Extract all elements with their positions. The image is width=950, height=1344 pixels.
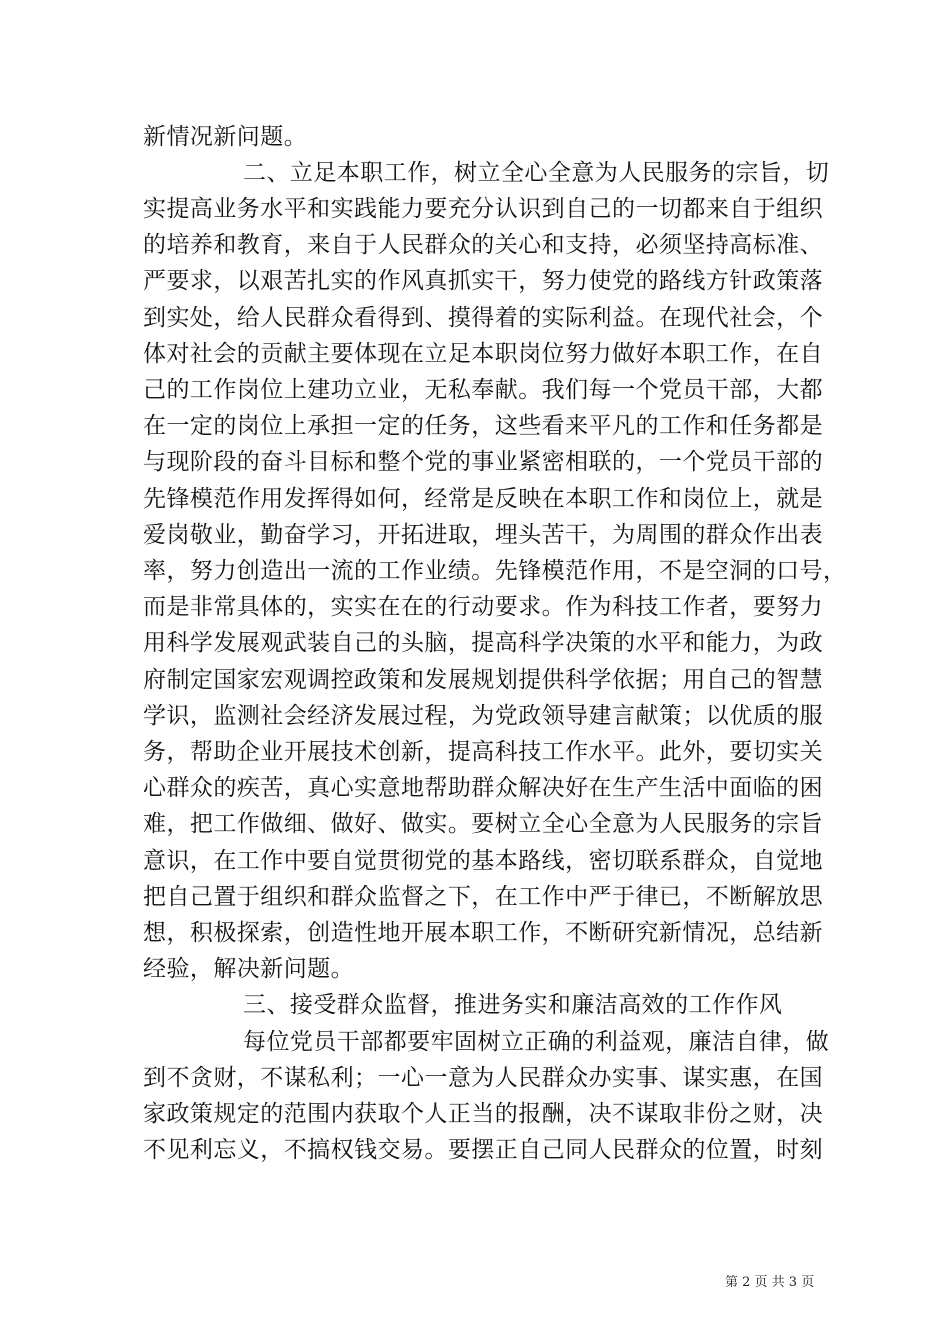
text-line: 用科学发展观武装自己的头脑，提高科学决策的水平和能力，为政 <box>143 630 824 656</box>
text-line: 在一定的岗位上承担一定的任务，这些看来平凡的工作和任务都是 <box>143 413 824 439</box>
text-line: 学识，监测社会经济发展过程，为党政领导建言献策；以优质的服 <box>143 703 824 729</box>
text-line: 先锋模范作用发挥得如何，经常是反映在本职工作和岗位上，就是 <box>143 486 824 512</box>
text-line: 到实处，给人民群众看得到、摸得着的实际利益。在现代社会，个 <box>143 305 824 331</box>
text-line: 府制定国家宏观调控政策和发展规划提供科学依据；用自己的智慧 <box>143 667 824 693</box>
text-line: 实提高业务水平和实践能力要充分认识到自己的一切都来自于组织 <box>143 196 824 222</box>
text-line: 难，把工作做细、做好、做实。要树立全心全意为人民服务的宗旨 <box>143 811 824 837</box>
text-line: 想，积极探索，创造性地开展本职工作，不断研究新情况，总结新 <box>143 920 824 946</box>
paragraph-start-line: 每位党员干部都要牢固树立正确的利益观，廉洁自律，做 <box>243 1029 830 1055</box>
section-heading-line: 二、立足本职工作，树立全心全意为人民服务的宗旨，切 <box>243 160 830 186</box>
text-line: 爱岗敬业，勤奋学习，开拓进取，埋头苦干，为周围的群众作出表 <box>143 522 824 548</box>
text-line: 的培养和教育，来自于人民群众的关心和支持，必须坚持高标准、 <box>143 232 824 258</box>
text-line: 与现阶段的奋斗目标和整个党的事业紧密相联的，一个党员干部的 <box>143 449 824 475</box>
text-line: 经验，解决新问题。 <box>143 956 355 982</box>
text-line: 把自己置于组织和群众监督之下，在工作中严于律已，不断解放思 <box>143 884 824 910</box>
text-line: 己的工作岗位上建功立业，无私奉献。我们每一个党员干部，大都 <box>143 377 824 403</box>
section-heading-line: 三、接受群众监督，推进务实和廉洁高效的工作作风 <box>243 992 783 1018</box>
text-line: 不见利忘义，不搞权钱交易。要摆正自己同人民群众的位置，时刻 <box>143 1137 824 1163</box>
text-line: 到不贪财，不谋私利；一心一意为人民群众办实事、谋实惠，在国 <box>143 1065 824 1091</box>
text-line: 心群众的疾苦，真心实意地帮助群众解决好在生产生活中面临的困 <box>143 775 824 801</box>
page-number: 第 2 页 共 3 页 <box>725 1275 815 1290</box>
text-line: 新情况新问题。 <box>143 124 308 150</box>
text-line: 体对社会的贡献主要体现在立足本职岗位努力做好本职工作，在自 <box>143 341 824 367</box>
text-line: 率，努力创造出一流的工作业绩。先锋模范作用，不是空洞的口号， <box>143 558 847 584</box>
text-line: 家政策规定的范围内获取个人正当的报酬，决不谋取非份之财，决 <box>143 1101 824 1127</box>
text-line: 而是非常具体的，实实在在的行动要求。作为科技工作者，要努力 <box>143 594 824 620</box>
text-line: 意识，在工作中要自觉贯彻党的基本路线，密切联系群众，自觉地 <box>143 848 824 874</box>
text-line: 严要求，以艰苦扎实的作风真抓实干，努力使党的路线方针政策落 <box>143 268 824 294</box>
text-line: 务，帮助企业开展技术创新，提高科技工作水平。此外，要切实关 <box>143 739 824 765</box>
